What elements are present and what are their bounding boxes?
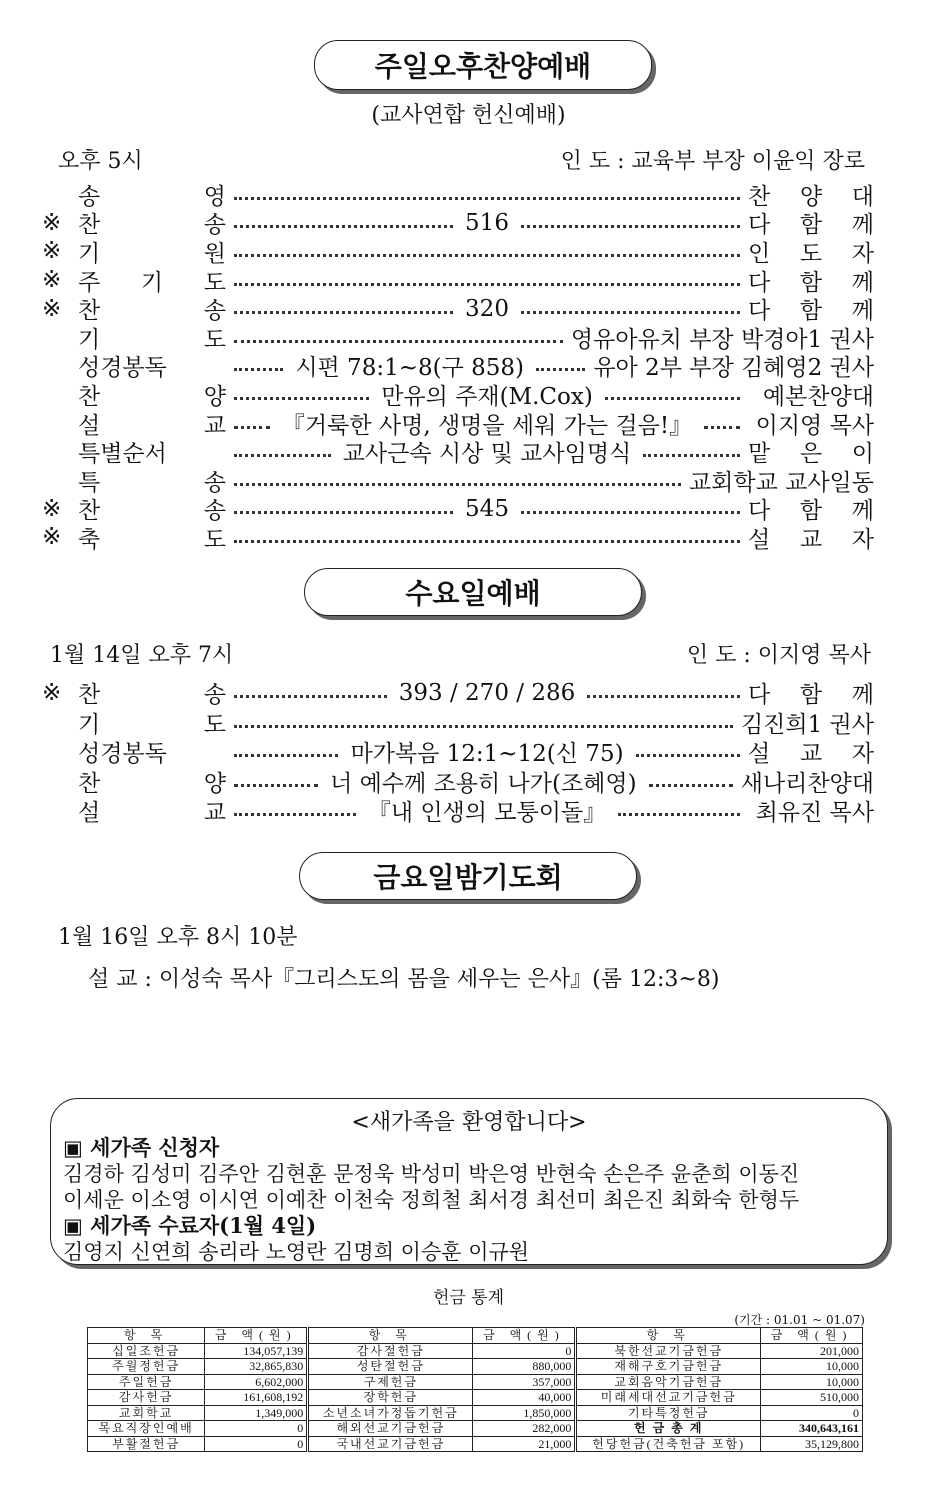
applicants-line: 이세운 이소영 이시연 이예찬 이천숙 정희철 최서경 최선미 최은진 최화숙 한형두 bbox=[63, 1188, 800, 1212]
order-label: 성경봉독 bbox=[78, 741, 167, 768]
order-person: 이지영 목사 bbox=[755, 412, 875, 439]
column-header: 금 액(원) bbox=[473, 1328, 576, 1344]
order-detail: 교사근속 시상 및 교사임명식 bbox=[342, 441, 632, 468]
order-person: 새나리찬양대 bbox=[740, 770, 874, 797]
stand-mark: ※ bbox=[42, 295, 62, 322]
offering-period: (기간 : 01.01 ~ 01.07) bbox=[734, 1313, 865, 1327]
order-label: 특 송 bbox=[78, 469, 226, 496]
order-detail: 545 bbox=[465, 495, 509, 522]
order-row bbox=[42, 796, 874, 826]
item-name: 성탄절헌금 bbox=[308, 1359, 473, 1375]
item-name: 재해구호기금헌금 bbox=[576, 1359, 761, 1375]
order-row bbox=[42, 237, 874, 266]
order-person: 예본찬양대 bbox=[762, 383, 875, 410]
order-row bbox=[42, 437, 874, 466]
item-amount: 0 bbox=[473, 1343, 576, 1359]
column-header: 항 목 bbox=[576, 1328, 761, 1344]
item-name: 목요직장인예배 bbox=[88, 1421, 205, 1437]
order-label: 찬 송 bbox=[78, 298, 226, 325]
leader-dots bbox=[234, 540, 740, 543]
sunday-title: 주일오후찬양예배 bbox=[314, 40, 652, 90]
order-row bbox=[42, 409, 874, 438]
sunday-order-list bbox=[42, 180, 874, 552]
leader-dots bbox=[234, 254, 740, 257]
order-row bbox=[42, 737, 874, 767]
leader-dots bbox=[643, 454, 740, 457]
leader-dots bbox=[536, 368, 585, 371]
completed-line: 김영지 신연희 송리라 노영란 김명희 이승훈 이규원 bbox=[63, 1240, 530, 1264]
leader-dots bbox=[234, 311, 453, 314]
column-header: 항 목 bbox=[308, 1328, 473, 1344]
order-detail: 마가복음 12:1~12(신 75) bbox=[350, 741, 624, 768]
order-detail: 516 bbox=[465, 209, 509, 236]
item-amount: 40,000 bbox=[473, 1390, 576, 1406]
table-header bbox=[88, 1328, 863, 1344]
order-person: 설 교 자 bbox=[748, 741, 874, 768]
order-person: 맡 은 이 bbox=[748, 441, 874, 468]
item-name: 주월정헌금 bbox=[88, 1359, 205, 1375]
item-name: 십일조헌금 bbox=[88, 1343, 205, 1359]
order-label: 성경봉독 bbox=[78, 355, 167, 382]
offering-table bbox=[87, 1327, 863, 1452]
leader-dots bbox=[234, 813, 356, 816]
order-row bbox=[42, 466, 874, 495]
order-detail: 『내 인생의 모퉁이돌』 bbox=[367, 800, 607, 827]
wednesday-order-list bbox=[42, 678, 874, 826]
item-amount: 1,850,000 bbox=[473, 1405, 576, 1421]
leader-dots bbox=[521, 511, 740, 514]
welcome-box bbox=[50, 1098, 888, 1265]
order-person: 김진희1 권사 bbox=[740, 711, 874, 738]
leader-dots bbox=[605, 397, 740, 400]
leader-dots bbox=[636, 754, 740, 757]
order-person: 영유아유치 부장 박경아1 권사 bbox=[570, 326, 874, 353]
order-person: 최유진 목사 bbox=[755, 800, 874, 827]
applicants-heading: ▣ 세가족 신청자 bbox=[63, 1135, 220, 1160]
stand-mark: ※ bbox=[42, 679, 62, 706]
item-amount: 340,643,161 bbox=[761, 1421, 863, 1437]
order-person: 다 함 께 bbox=[748, 498, 874, 525]
wednesday-time: 1월 14일 오후 7시 bbox=[50, 643, 234, 668]
leader-dots bbox=[234, 511, 453, 514]
table-row bbox=[88, 1421, 863, 1437]
item-amount: 357,000 bbox=[473, 1374, 576, 1390]
sunday-time: 오후 5시 bbox=[58, 149, 143, 174]
order-label: 찬 양 bbox=[78, 383, 226, 410]
stand-mark: ※ bbox=[42, 524, 62, 551]
leader-dots bbox=[234, 340, 563, 343]
leader-dots bbox=[234, 397, 369, 400]
order-label: 특별순서 bbox=[78, 441, 167, 468]
leader-dots bbox=[234, 283, 740, 286]
order-label: 찬 송 bbox=[78, 498, 226, 525]
item-amount: 201,000 bbox=[761, 1343, 863, 1359]
leader-dots bbox=[234, 225, 453, 228]
completed-heading: ▣ 세가족 수료자(1월 4일) bbox=[63, 1213, 317, 1238]
leader-dots bbox=[234, 197, 740, 200]
order-label: 찬 송 bbox=[78, 212, 226, 239]
item-name: 국내선교기금헌금 bbox=[308, 1436, 473, 1452]
table-row bbox=[88, 1436, 863, 1452]
item-name: 해외선교기금헌금 bbox=[308, 1421, 473, 1437]
order-person: 다 함 께 bbox=[748, 212, 874, 239]
stand-mark: ※ bbox=[42, 238, 62, 265]
item-name: 감사절헌금 bbox=[308, 1343, 473, 1359]
item-amount: 0 bbox=[761, 1405, 863, 1421]
column-header: 금 액(원) bbox=[205, 1328, 308, 1344]
order-person: 찬 양 대 bbox=[748, 183, 874, 210]
leader-dots bbox=[618, 813, 740, 816]
item-name: 부활절헌금 bbox=[88, 1436, 205, 1452]
item-amount: 10,000 bbox=[761, 1359, 863, 1375]
column-header: 금 액(원) bbox=[761, 1328, 863, 1344]
table-row bbox=[88, 1405, 863, 1421]
order-row bbox=[42, 495, 874, 524]
item-name: 북한선교기금헌금 bbox=[576, 1343, 761, 1359]
friday-time: 1월 16일 오후 8시 10분 bbox=[58, 925, 298, 950]
order-row bbox=[42, 523, 874, 552]
order-row bbox=[42, 180, 874, 209]
order-person: 인 도 자 bbox=[748, 240, 874, 267]
item-amount: 10,000 bbox=[761, 1374, 863, 1390]
order-person: 설 교 자 bbox=[748, 526, 874, 553]
item-amount: 161,608,192 bbox=[205, 1390, 308, 1406]
sunday-subtitle: (교사연합 헌신예배) bbox=[371, 103, 566, 128]
item-amount: 32,865,830 bbox=[205, 1359, 308, 1375]
item-name: 소년소녀가정돕기헌금 bbox=[308, 1405, 473, 1421]
order-row bbox=[42, 767, 874, 797]
item-name: 기타특정헌금 bbox=[576, 1405, 761, 1421]
order-detail: 너 예수께 조용히 나가(조혜영) bbox=[330, 770, 637, 797]
order-row bbox=[42, 678, 874, 708]
order-detail: 시편 78:1~8(구 858) bbox=[295, 355, 524, 382]
item-name: 감사헌금 bbox=[88, 1390, 205, 1406]
leader-dots bbox=[649, 784, 733, 787]
order-label: 찬 양 bbox=[78, 770, 226, 797]
item-amount: 21,000 bbox=[473, 1436, 576, 1452]
item-amount: 1,349,000 bbox=[205, 1405, 308, 1421]
friday-title: 금요일밤기도회 bbox=[299, 852, 637, 900]
stand-mark: ※ bbox=[42, 495, 62, 522]
order-row bbox=[42, 352, 874, 381]
order-detail: 만유의 주재(M.Cox) bbox=[381, 383, 593, 410]
item-amount: 0 bbox=[205, 1436, 308, 1452]
order-row bbox=[42, 294, 874, 323]
item-amount: 0 bbox=[205, 1421, 308, 1437]
item-name: 교회학교 bbox=[88, 1405, 205, 1421]
order-person: 다 함 께 bbox=[748, 682, 875, 709]
order-label: 기 원 bbox=[78, 240, 226, 267]
order-row bbox=[42, 209, 874, 238]
welcome-body bbox=[63, 1135, 799, 1265]
leader-dots bbox=[521, 311, 740, 314]
item-name: 미래세대선교기금헌금 bbox=[576, 1390, 761, 1406]
applicants-line: 김경하 김성미 김주안 김현훈 문정욱 박성미 박은영 반현숙 손은주 윤춘희 이동진 bbox=[63, 1162, 800, 1186]
order-person: 교회학교 교사일동 bbox=[688, 469, 874, 496]
column-header: 항 목 bbox=[88, 1328, 205, 1344]
friday-sermon: 설 교 : 이성숙 목사『그리스도의 몸을 세우는 은사』(롬 12:3~8) bbox=[88, 967, 720, 992]
order-row bbox=[42, 708, 874, 738]
table-row bbox=[88, 1359, 863, 1375]
item-name: 헌 금 총 계 bbox=[576, 1421, 761, 1437]
order-person: 다 함 께 bbox=[748, 298, 874, 325]
leader-dots bbox=[234, 454, 331, 457]
order-label: 주 기 도 bbox=[78, 269, 226, 296]
order-label: 축 도 bbox=[78, 526, 226, 553]
order-label: 기 도 bbox=[78, 326, 226, 353]
leader-dots bbox=[234, 784, 318, 787]
item-name: 주일헌금 bbox=[88, 1374, 205, 1390]
stand-mark: ※ bbox=[42, 209, 62, 236]
item-name: 헌당헌금(건축헌금 포함) bbox=[576, 1436, 761, 1452]
leader-dots bbox=[234, 426, 270, 429]
wednesday-leader: 인 도 : 이지영 목사 bbox=[686, 643, 871, 668]
table-row bbox=[88, 1374, 863, 1390]
leader-dots bbox=[234, 368, 283, 371]
order-row bbox=[42, 323, 874, 352]
order-row bbox=[42, 380, 874, 409]
item-amount: 282,000 bbox=[473, 1421, 576, 1437]
item-amount: 510,000 bbox=[761, 1390, 863, 1406]
wednesday-title: 수요일예배 bbox=[304, 568, 642, 616]
table-row bbox=[88, 1343, 863, 1359]
leader-dots bbox=[234, 695, 387, 698]
order-detail: 『거룩한 사명, 생명을 세워 가는 걸음!』 bbox=[281, 412, 693, 439]
leader-dots bbox=[704, 426, 740, 429]
offering-title: 헌금 통계 bbox=[432, 1288, 505, 1308]
welcome-title: <새가족을 환영합니다> bbox=[351, 1110, 587, 1135]
item-amount: 134,057,139 bbox=[205, 1343, 308, 1359]
order-label: 설 교 bbox=[78, 800, 226, 827]
order-person: 유아 2부 부장 김혜영2 권사 bbox=[593, 355, 875, 382]
table-row bbox=[88, 1390, 863, 1406]
leader-dots bbox=[234, 483, 681, 486]
order-label: 기 도 bbox=[78, 711, 226, 738]
stand-mark: ※ bbox=[42, 267, 62, 294]
item-amount: 35,129,800 bbox=[761, 1436, 863, 1452]
order-label: 찬 송 bbox=[78, 682, 226, 709]
item-name: 구제헌금 bbox=[308, 1374, 473, 1390]
order-detail: 320 bbox=[465, 295, 509, 322]
order-row bbox=[42, 266, 874, 295]
order-person: 다 함 께 bbox=[748, 269, 874, 296]
order-detail: 393 / 270 / 286 bbox=[398, 679, 576, 706]
leader-dots bbox=[234, 725, 733, 728]
leader-dots bbox=[521, 225, 740, 228]
leader-dots bbox=[234, 754, 338, 757]
item-name: 장학헌금 bbox=[308, 1390, 473, 1406]
order-label: 설 교 bbox=[78, 412, 226, 439]
item-amount: 6,602,000 bbox=[205, 1374, 308, 1390]
order-label: 송 영 bbox=[78, 183, 226, 210]
item-name: 교회음악기금헌금 bbox=[576, 1374, 761, 1390]
leader-dots bbox=[587, 695, 740, 698]
sunday-leader: 인 도 : 교육부 부장 이윤익 장로 bbox=[560, 149, 865, 174]
item-amount: 880,000 bbox=[473, 1359, 576, 1375]
